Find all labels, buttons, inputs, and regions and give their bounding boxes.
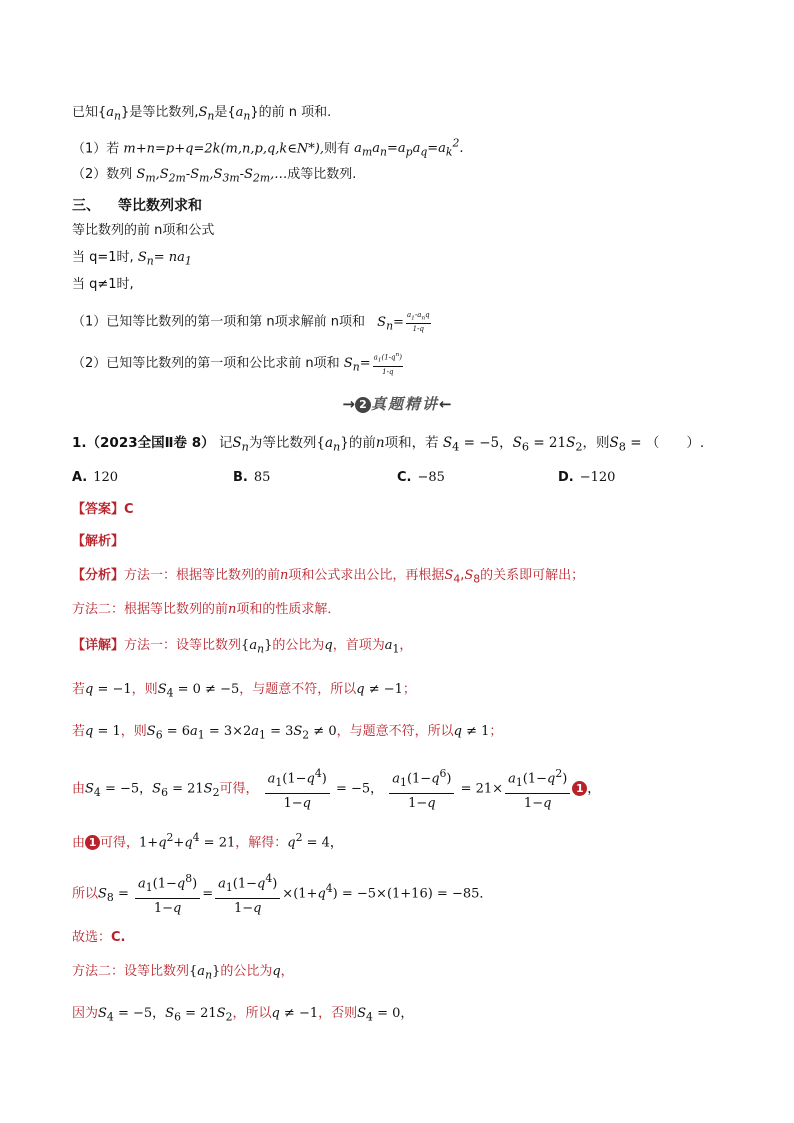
analysis-tag: 【解析】	[72, 534, 125, 549]
case-q-neg1: 若q = −1，则$S_4 = 0 \ne -5$，与题意不符，所以q ≠ −1；	[72, 682, 416, 700]
summary-line-1: 已知$\{a_n\}$是等比数列$,S_n$是$\{a_n\}$的前 n 项和.	[72, 105, 332, 123]
case-q-equals-1: 当 q=1时, $S_n= na_1$	[72, 250, 192, 268]
method2-line: 方法二：设等比数列$\{a_n\}$的公比为q，	[72, 964, 294, 982]
choose-line: 故选：C.	[72, 930, 126, 945]
detail-line: 【详解】方法一：设等比数列$\{a_n\}$的公比为q，首项为$a_1$，	[72, 638, 413, 656]
solve-line: 由 1 可得，$1+q^2+q^4 = 21$，解得：$q^2 = 4$，	[72, 831, 343, 851]
circled-one-marker: 1	[572, 781, 587, 796]
answer-line: 【答案】C	[72, 502, 134, 517]
option-b[interactable]: B. 85	[233, 470, 271, 485]
number-badge: 2	[355, 397, 371, 413]
summary-line-3: （2）数列 $S_m,S_{2m}-S_m,S_{3m}-S_{2m},\dots$成等比数列.	[72, 167, 357, 185]
option-c[interactable]: C. −85	[397, 470, 445, 485]
case-q-1: 若q = 1，则$S_6 = 6a_1 = 3\times 2a_1 = 3S_2 \ne 0$，与题意不符，所以q ≠ 1；	[72, 724, 503, 742]
method2-summary: 方法二：根据等比数列的前n项和的性质求解．	[72, 602, 341, 617]
option-d[interactable]: D. −120	[558, 470, 616, 485]
question-stem: 1.（2023全国Ⅱ卷 8） 记$S_n$为等比数列$\{a_n\}$的前n项和，若 $S_4 = -5$，$S_6 = 21S_2$，则$S_8$ = （ ）.	[72, 435, 705, 454]
because-line: 因为$S_4 = -5$，$S_6 = 21S_2$，所以q ≠ −1，否则$S_4 = 0$，	[72, 1006, 414, 1024]
case-q-not-1: 当 q≠1时,	[72, 277, 134, 292]
s8-computation: 所以$S_8$ = $\frac{a_1(1-q^8)}{1-q}$ = $\frac{a_1(1-q^4)}{1-q}$ $\times(1+q^4) = -5\times(1+16) = -85$．	[72, 868, 492, 919]
formula-title: 等比数列的前 n项和公式	[72, 223, 215, 238]
fenxi-line: 【分析】方法一：根据等比数列的前n项和公式求出公比，再根据$S_4,S_8$的关系即可解出；	[72, 568, 585, 586]
summary-line-2: （1）若 m+n=p+q=2k(m,n,p,q,k∈N*),则有 $a_ma_n=a_pa_q=a_k^2$.	[72, 137, 464, 159]
section-heading: 三、 等比数列求和	[72, 198, 202, 214]
option-a[interactable]: A. 120	[72, 470, 119, 485]
sum-formula-1: （1）已知等比数列的第一项和第 n项求解前 n项和 $S_n=$ $\frac{a_1-a_nq}{1-q}$	[72, 311, 430, 334]
sum-formula-2: （2）已知等比数列的第一项和公比求前 n项和 $S_n=$ $\frac{a_1(1-q^n)}{1-q}$	[72, 352, 403, 376]
equation-from-given: 由$S_4 = -5$，$S_6 = 21S_2$可得， $\frac{a_1(1-q^4)}{1-q}$ = −5， $\frac{a_1(1-q^6)}{1-q}$ = 21× $\frac{a_1(1-q^2)}{1-q}$ 1 ，	[72, 764, 600, 814]
section-banner: → 2 真题精讲←	[342, 395, 452, 413]
circled-one-marker: 1	[85, 835, 100, 850]
